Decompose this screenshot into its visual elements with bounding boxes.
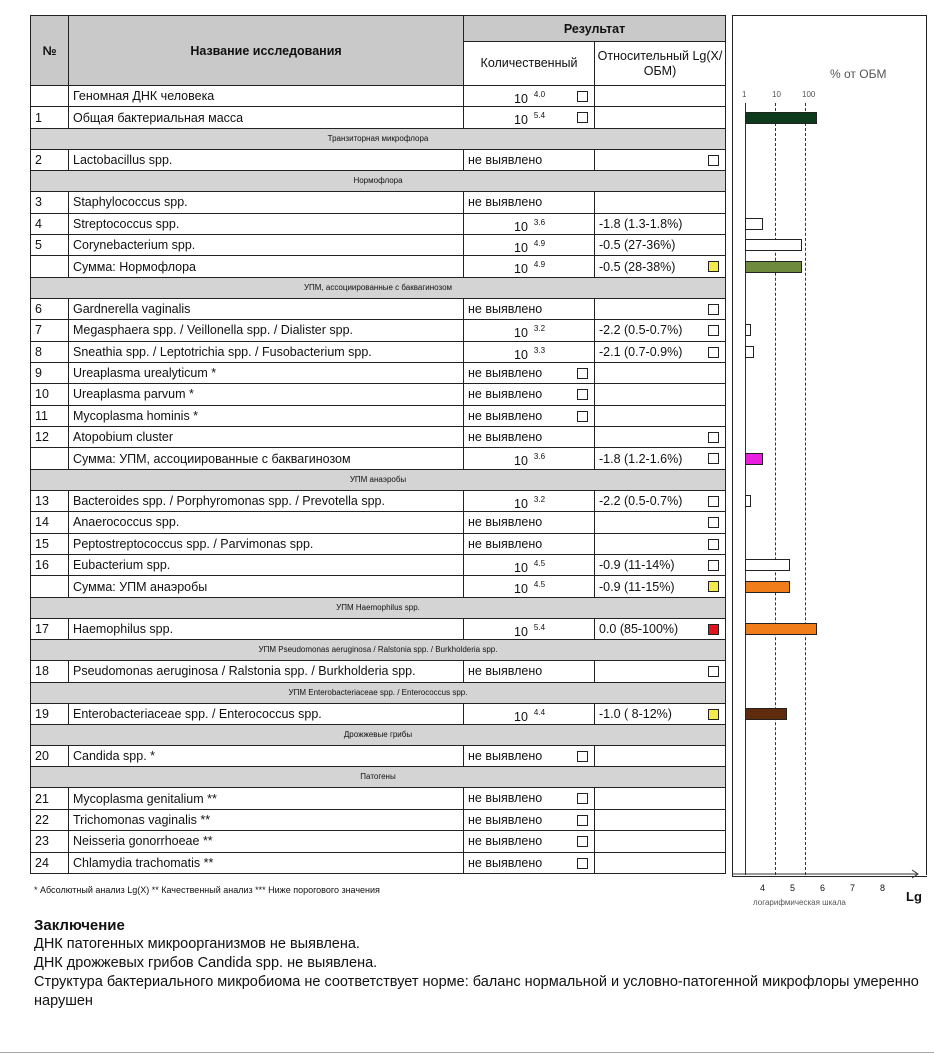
quant-value [514,576,545,597]
rel-marker-icon [708,560,719,571]
abundance-bar [745,708,787,720]
lg-tick: 6 [820,883,826,893]
row-name: Haemophilus spp. [69,618,464,639]
rel-cell [595,86,726,107]
quant-marker-icon [577,751,588,762]
panel-frame [732,15,927,877]
col-quant-header: Количественный [464,42,595,86]
quant-exponent: 4.0 [533,90,546,99]
quant-exponent: 4.5 [533,559,546,569]
row-num: 12 [31,427,69,448]
quant-exponent: 3.2 [533,324,546,334]
row-num: 13 [31,490,69,511]
abundance-bar [745,261,802,273]
rel-cell [595,107,726,128]
quant-value [514,491,545,512]
conclusion-line: Структура бактериального микробиома не соответствует норме: баланс нормальной и условно-патогенной микрофлоры умеренно нарушен [34,974,919,1009]
row-num: 10 [31,384,69,405]
row-name: Ureaplasma urealyticum * [69,362,464,383]
rel-cell [595,448,726,469]
row-num [31,448,69,469]
quant-cell [464,341,595,362]
axis-label: Lg [906,889,922,904]
quant-exponent: 4.9 [533,238,546,248]
section-title: Дрожжевые грибы [31,724,726,745]
row-num: 18 [31,661,69,682]
row-num [31,576,69,597]
quant-cell [464,576,595,597]
col-rel-header: Относительный Lg(X/ОБМ) [595,42,726,86]
row-name: Pseudomonas aeruginosa / Ralstonia spp. / Burkholderia spp. [69,661,464,682]
footnote: * Абсолютный анализ Lg(X) ** Качественный анализ *** Ниже порогового значения [34,885,380,895]
not-detected-text: не выявлено [468,152,543,167]
quant-value [514,619,545,640]
quant-marker-icon [577,389,588,400]
quant-exponent: 4.9 [533,260,546,270]
not-detected-text: не выявлено [468,812,543,827]
quant-marker-icon [577,91,588,102]
quant-cell [464,852,595,873]
table-row [31,576,726,597]
rel-value: -0.9 (11-14%) [599,558,675,573]
row-num [31,256,69,277]
quant-cell [464,555,595,576]
row-num: 23 [31,831,69,852]
conclusion-line: ДНК патогенных микроорганизмов не выявлена. [34,936,360,952]
section-row [31,171,726,192]
quant-cell [464,618,595,639]
rel-marker-icon [708,325,719,336]
rel-marker-icon [708,666,719,677]
rel-marker-icon [708,539,719,550]
section-title: УПМ анаэробы [31,469,726,490]
rel-cell [595,809,726,830]
row-num: 8 [31,341,69,362]
quant-base: 10 [514,113,528,128]
quant-value [514,320,545,341]
quant-exponent: 3.2 [533,494,546,504]
section-row [31,682,726,703]
row-num: 9 [31,362,69,383]
not-detected-text: не выявлено [468,791,543,806]
rel-marker-icon [708,347,719,358]
table-row [31,618,726,639]
conclusion [34,916,924,1011]
quant-base: 10 [514,219,528,234]
abundance-bar [745,495,751,507]
not-detected-text: не выявлено [468,195,543,210]
rel-cell [595,745,726,766]
quant-cell [464,192,595,213]
table-row [31,320,726,341]
row-num: 4 [31,213,69,234]
not-detected-text: не выявлено [468,855,543,870]
rel-cell [595,256,726,277]
rel-cell [595,213,726,234]
section-row [31,469,726,490]
quant-cell [464,107,595,128]
row-num [31,86,69,107]
row-name: Ureaplasma parvum * [69,384,464,405]
rel-cell [595,512,726,533]
rel-cell [595,661,726,682]
quant-cell [464,149,595,170]
table-row [31,213,726,234]
section-title: УПМ, ассоциированные с баквагинозом [31,277,726,298]
table-row [31,192,726,213]
table-row [31,427,726,448]
quant-cell [464,234,595,255]
table-row [31,745,726,766]
rel-marker-icon [708,709,719,720]
quant-base: 10 [514,262,528,277]
row-num: 11 [31,405,69,426]
rel-cell [595,490,726,511]
rel-value: -1.0 ( 8-12%) [599,706,672,721]
not-detected-text: не выявлено [468,301,543,316]
rel-cell [595,852,726,873]
pct-label: % от ОБМ [830,67,887,81]
abundance-bar [745,239,802,251]
quant-value [514,214,545,235]
quant-value [514,107,545,128]
row-num: 17 [31,618,69,639]
distribution-panel [732,15,922,875]
table-row [31,831,726,852]
not-detected-text: не выявлено [468,365,543,380]
quant-cell [464,448,595,469]
quant-cell [464,809,595,830]
abundance-bar [745,623,817,635]
section-title: УПМ Enterobacteriaceae spp. / Enterococcus spp. [31,682,726,703]
table-row [31,384,726,405]
quant-value [514,235,545,256]
quant-base: 10 [514,582,528,597]
rel-cell [595,576,726,597]
row-name: Megasphaera spp. / Veillonella spp. / Dialister spp. [69,320,464,341]
quant-base: 10 [514,561,528,576]
ref-line-5 [805,103,806,875]
row-num: 21 [31,788,69,809]
quant-cell [464,405,595,426]
table-row [31,341,726,362]
quant-value [514,704,545,725]
row-num: 2 [31,149,69,170]
table-row [31,809,726,830]
quant-base: 10 [514,624,528,639]
abundance-bar [745,559,790,571]
quant-exponent: 4.5 [533,580,546,590]
quant-cell [464,745,595,766]
row-name: Anaerococcus spp. [69,512,464,533]
abundance-bar [745,346,754,358]
rel-cell [595,555,726,576]
section-row [31,640,726,661]
table-row [31,298,726,319]
section-title: Патогены [31,767,726,788]
rel-marker-icon [708,432,719,443]
quant-cell [464,213,595,234]
rel-cell [595,703,726,724]
quant-value [514,342,545,363]
rel-value: -2.2 (0.5-0.7%) [599,494,683,509]
not-detected-text: не выявлено [468,536,543,551]
abundance-bar [745,453,763,465]
row-name: Chlamydia trachomatis ** [69,852,464,873]
pct-tick: 10 [772,90,781,99]
rel-value: -0.5 (27-36%) [599,238,676,253]
row-name: Peptostreptococcus spp. / Parvimonas spp. [69,533,464,554]
quant-base: 10 [514,92,528,107]
not-detected-text: не выявлено [468,408,543,423]
row-name: Сумма: УПМ анаэробы [69,576,464,597]
table-row [31,107,726,128]
quant-cell [464,533,595,554]
quant-value [514,555,545,576]
table-row [31,490,726,511]
quant-exponent: 5.4 [533,622,546,632]
section-title: УПМ Haemophilus spp. [31,597,726,618]
quant-base: 10 [514,497,528,512]
rel-marker-icon [708,624,719,635]
table-row [31,703,726,724]
quant-marker-icon [577,836,588,847]
quant-marker-icon [577,858,588,869]
quant-cell [464,362,595,383]
row-num: 24 [31,852,69,873]
not-detected-text: не выявлено [468,748,543,763]
quant-cell [464,427,595,448]
quant-cell [464,256,595,277]
quant-marker-icon [577,112,588,123]
quant-cell [464,490,595,511]
rel-cell [595,831,726,852]
row-name: Candida spp. * [69,745,464,766]
quant-base: 10 [514,454,528,469]
row-name: Trichomonas vaginalis ** [69,809,464,830]
row-name: Bacteroides spp. / Porphyromonas spp. / Prevotella spp. [69,490,464,511]
table-row [31,661,726,682]
table-row [31,405,726,426]
rel-value: 0.0 (85-100%) [599,622,679,636]
row-num: 19 [31,703,69,724]
quant-base: 10 [514,326,528,341]
table-row [31,234,726,255]
page-divider [0,1052,934,1053]
row-name: Mycoplasma genitalium ** [69,788,464,809]
section-row [31,767,726,788]
row-num: 6 [31,298,69,319]
section-title: УПМ Pseudomonas aeruginosa / Ralstonia spp. / Burkholderia spp. [31,640,726,661]
abundance-bar [745,112,817,124]
rel-value: -0.5 (28-38%) [599,259,676,274]
result-header: Результат [464,16,726,42]
rel-value: -2.2 (0.5-0.7%) [599,323,683,338]
lg-tick: 4 [760,883,766,893]
row-num: 1 [31,107,69,128]
conclusion-line: ДНК дрожжевых грибов Candida spp. не выявлена. [34,955,378,971]
rel-cell [595,427,726,448]
row-num: 16 [31,555,69,576]
quant-cell [464,703,595,724]
row-name: Gardnerella vaginalis [69,298,464,319]
row-num: 14 [31,512,69,533]
quant-exponent: 3.3 [533,345,546,355]
rel-cell [595,298,726,319]
row-name: Neisseria gonorrhoeae ** [69,831,464,852]
row-name: Eubacterium spp. [69,555,464,576]
rel-value: -1.8 (1.3-1.8%) [599,216,683,231]
conclusion-title: Заключение [34,917,125,934]
not-detected-text: не выявлено [468,834,543,849]
quant-cell [464,86,595,107]
quant-exponent: 3.6 [533,452,546,462]
rel-cell [595,788,726,809]
quant-value [514,256,545,277]
row-name: Streptococcus spp. [69,213,464,234]
section-row [31,724,726,745]
row-name: Геномная ДНК человека [69,86,464,107]
col-num-header: № [31,16,69,86]
quant-cell [464,512,595,533]
rel-value: -0.9 (11-15%) [599,579,675,594]
row-num: 7 [31,320,69,341]
quant-exponent: 5.4 [533,111,546,121]
ref-line-4 [775,103,776,875]
quant-value [514,86,545,107]
row-name: Atopobium cluster [69,427,464,448]
quant-marker-icon [577,411,588,422]
table-row [31,256,726,277]
rel-cell [595,362,726,383]
table-row [31,149,726,170]
row-name: Общая бактериальная масса [69,107,464,128]
rel-value: -1.8 (1.2-1.6%) [599,451,683,466]
row-name: Сумма: Нормофлора [69,256,464,277]
not-detected-text: не выявлено [468,387,543,402]
row-name: Staphylococcus spp. [69,192,464,213]
quant-marker-icon [577,815,588,826]
quant-cell [464,661,595,682]
rel-marker-icon [708,261,719,272]
row-num: 5 [31,234,69,255]
row-num: 20 [31,745,69,766]
table-row [31,788,726,809]
quant-base: 10 [514,347,528,362]
quant-base: 10 [514,241,528,256]
not-detected-text: не выявлено [468,430,543,445]
abundance-bar [745,324,751,336]
row-name: Enterobacteriaceae spp. / Enterococcus spp. [69,703,464,724]
section-title: Транзиторная микрофлора [31,128,726,149]
lg-tick: 8 [880,883,886,893]
quant-cell [464,788,595,809]
row-name: Sneathia spp. / Leptotrichia spp. / Fusobacterium spp. [69,341,464,362]
quant-marker-icon [577,368,588,379]
rel-cell [595,405,726,426]
row-name: Corynebacterium spp. [69,234,464,255]
lg-tick: 5 [790,883,796,893]
table-row [31,555,726,576]
table-row [31,362,726,383]
rel-cell [595,320,726,341]
rel-marker-icon [708,517,719,528]
quant-cell [464,384,595,405]
rel-value: -2.1 (0.7-0.9%) [599,344,683,359]
rel-marker-icon [708,304,719,315]
section-row [31,597,726,618]
row-num: 22 [31,809,69,830]
quant-base: 10 [514,709,528,724]
section-row [31,128,726,149]
abundance-bar [745,581,790,593]
quant-value [514,448,545,469]
section-row [31,277,726,298]
rel-cell [595,533,726,554]
row-name: Mycoplasma hominis * [69,405,464,426]
abundance-bar [745,218,763,230]
quant-cell [464,298,595,319]
rel-cell [595,234,726,255]
section-title: Нормофлора [31,171,726,192]
quant-marker-icon [577,793,588,804]
rel-cell [595,341,726,362]
rel-marker-icon [708,155,719,166]
rel-cell [595,192,726,213]
quant-exponent: 4.4 [533,707,546,717]
pct-tick: 100 [802,90,816,99]
axis-caption: логарифмическая шкала [753,898,846,907]
quant-cell [464,831,595,852]
rel-marker-icon [708,496,719,507]
rel-cell [595,384,726,405]
rel-cell [595,618,726,639]
rel-cell [595,149,726,170]
table-row [31,533,726,554]
col-name-header: Название исследования [69,16,464,86]
rel-marker-icon [708,453,719,464]
table-row [31,86,726,107]
not-detected-text: не выявлено [468,515,543,530]
pct-tick: 1 [742,90,747,99]
row-name: Lactobacillus spp. [69,149,464,170]
quant-cell [464,320,595,341]
not-detected-text: не выявлено [468,664,543,679]
lg-tick: 7 [850,883,856,893]
quant-exponent: 3.6 [533,217,546,227]
table-row [31,852,726,873]
row-name: Сумма: УПМ, ассоциированные с баквагинозом [69,448,464,469]
row-num: 15 [31,533,69,554]
table-row [31,512,726,533]
row-num: 3 [31,192,69,213]
results-table [30,15,726,874]
rel-marker-icon [708,581,719,592]
table-row [31,448,726,469]
